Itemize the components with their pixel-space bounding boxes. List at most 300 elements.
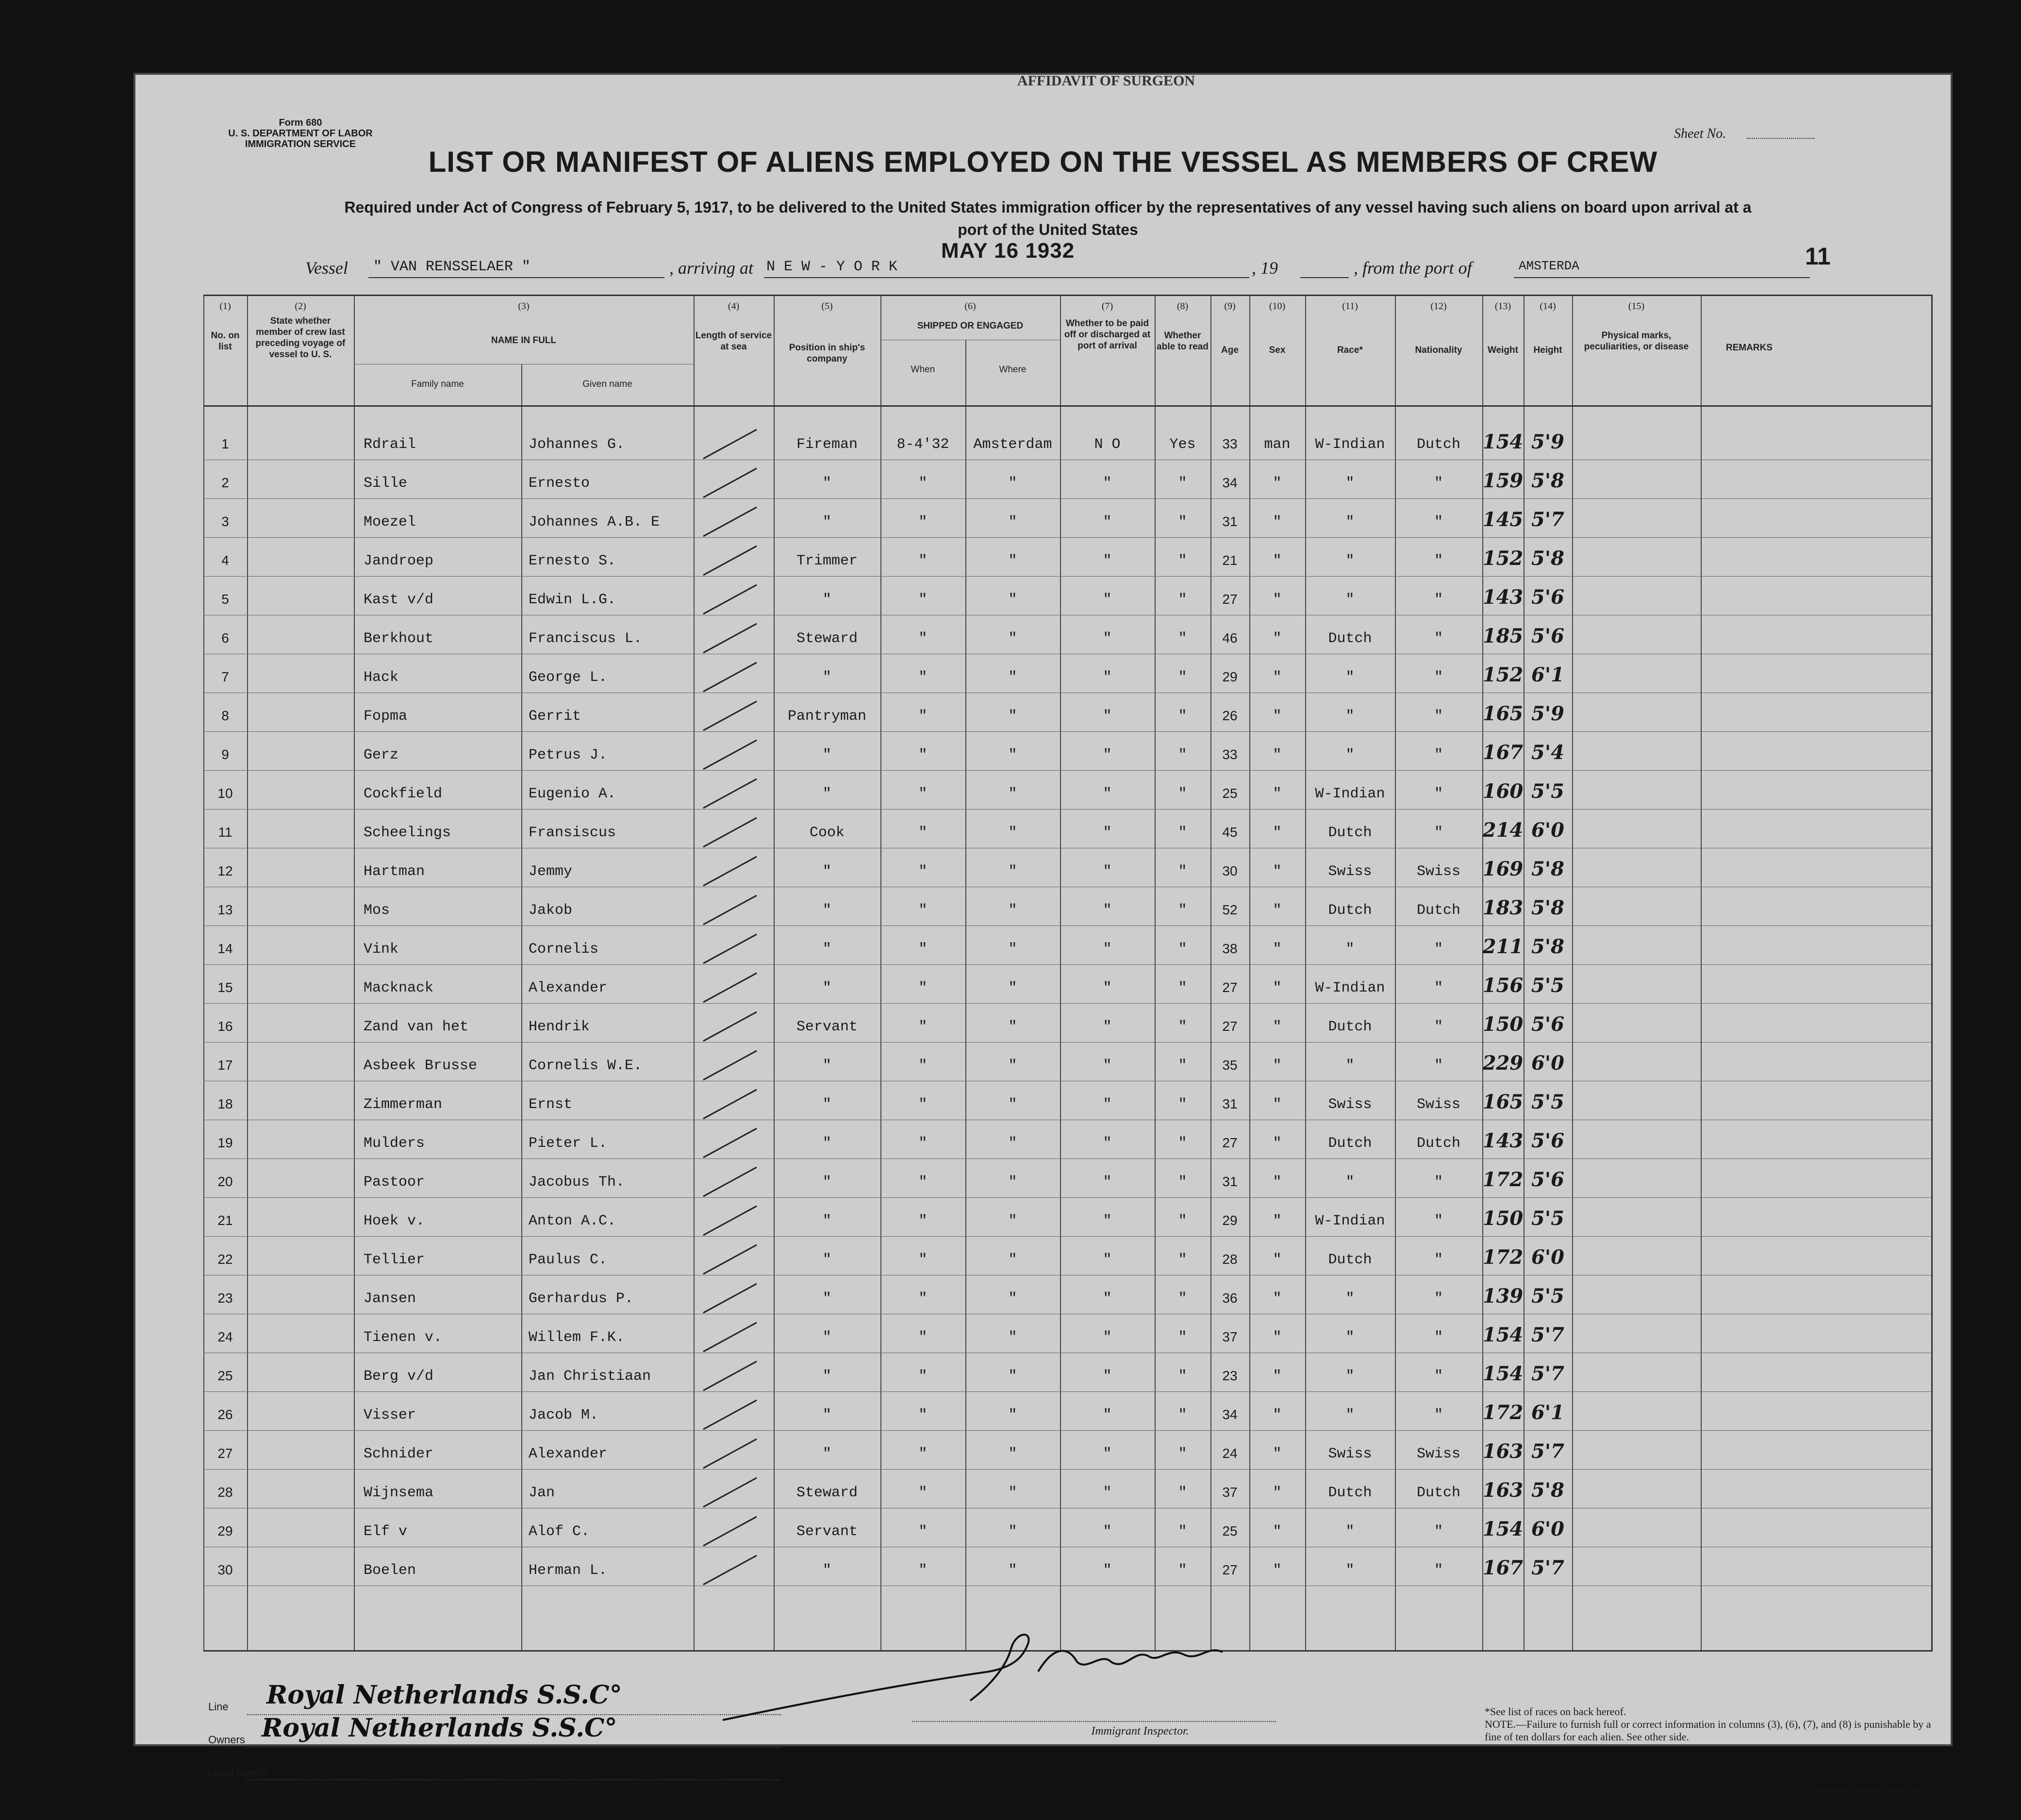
table-row	[203, 735, 1931, 774]
cell-read: Yes	[1169, 436, 1196, 453]
service-mark	[694, 891, 774, 929]
cell-weight: 143	[1482, 586, 1524, 609]
cell-no: 26	[217, 1407, 233, 1422]
cell-where: "	[1008, 980, 1017, 996]
cell-position: "	[822, 1562, 831, 1579]
cell-family: Vink	[364, 941, 399, 958]
cell-nationality: "	[1434, 475, 1443, 492]
column-number: (8)	[1176, 301, 1189, 312]
cell-height: 5'7	[1531, 1324, 1564, 1346]
cell-read: "	[1178, 1096, 1187, 1113]
cell-read: "	[1178, 863, 1187, 880]
cell-race: Dutch	[1328, 630, 1372, 647]
table-row	[203, 1279, 1931, 1318]
cell-race: "	[1345, 708, 1355, 725]
cell-when: "	[918, 1368, 928, 1385]
cell-no: 5	[221, 592, 229, 607]
agents-value: Funch Edye & C°	[339, 1744, 540, 1769]
service-mark	[694, 580, 774, 619]
table-row	[203, 502, 1931, 541]
cell-where: "	[1008, 902, 1017, 919]
cell-age: 36	[1222, 1291, 1238, 1306]
cell-age: 21	[1222, 553, 1238, 568]
cell-age: 29	[1222, 669, 1238, 684]
cell-height: 5'8	[1531, 896, 1564, 919]
table-row	[203, 929, 1931, 968]
cell-sex: "	[1273, 786, 1282, 802]
cell-nationality: Dutch	[1416, 1135, 1460, 1152]
cell-position: "	[822, 941, 831, 958]
table-row	[203, 774, 1931, 813]
cell-nationality: "	[1434, 825, 1443, 841]
footer-notes	[1485, 1705, 1931, 1743]
cell-race: "	[1345, 1368, 1355, 1385]
cell-weight: 154	[1482, 430, 1524, 453]
cell-position: Pantryman	[787, 708, 867, 725]
column-number: (9)	[1224, 301, 1236, 312]
service-mark	[694, 425, 774, 463]
cell-given: Herman L.	[529, 1562, 608, 1579]
cell-where: "	[1008, 1019, 1017, 1035]
cell-nationality: Dutch	[1416, 436, 1460, 453]
cell-when: "	[918, 475, 928, 492]
cell-nationality: "	[1434, 1019, 1443, 1035]
column-number: (3)	[518, 301, 530, 312]
cell-sex: "	[1273, 708, 1282, 725]
date-stamp: MAY 16 1932	[941, 239, 1075, 263]
cell-no: 3	[221, 514, 229, 529]
cell-read: "	[1178, 1329, 1187, 1346]
column-number: (12)	[1430, 301, 1447, 312]
cell-given: Hendrik	[529, 1019, 590, 1035]
cell-paid: "	[1103, 1135, 1112, 1152]
cell-age: 28	[1222, 1252, 1238, 1267]
cell-nationality: "	[1434, 1368, 1443, 1385]
cell-height: 5'6	[1531, 586, 1564, 609]
cell-paid: "	[1103, 1019, 1112, 1035]
cell-weight: 169	[1482, 858, 1524, 880]
cell-height: 6'1	[1531, 1401, 1564, 1424]
table-row	[203, 1357, 1931, 1395]
cell-weight: 172	[1482, 1401, 1524, 1424]
cell-age: 25	[1222, 786, 1238, 801]
cell-read: "	[1178, 1523, 1187, 1540]
cell-no: 17	[217, 1058, 233, 1073]
cell-given: Ernesto	[529, 475, 590, 492]
page-title: LIST OR MANIFEST OF ALIENS EMPLOYED ON THE VESSEL AS MEMBERS OF CREW	[428, 146, 1658, 178]
cell-given: Pieter L.	[529, 1135, 608, 1152]
cell-no: 21	[217, 1213, 233, 1228]
cell-read: "	[1178, 669, 1187, 686]
cell-age: 27	[1222, 980, 1238, 995]
column-number: (5)	[821, 301, 833, 312]
cell-race: "	[1345, 1174, 1355, 1191]
cell-paid: "	[1103, 1562, 1112, 1579]
cell-sex: "	[1273, 863, 1282, 880]
cell-race: Swiss	[1328, 1096, 1372, 1113]
cell-position: "	[822, 514, 831, 530]
cell-position: "	[822, 902, 831, 919]
column-number: (11)	[1342, 301, 1358, 312]
cell-family: Kast v/d	[364, 592, 434, 608]
cell-paid: N O	[1094, 436, 1121, 453]
service-mark	[694, 1434, 774, 1473]
header-length-of-service: Length of service at sea	[695, 331, 772, 352]
cell-nationality: "	[1434, 1523, 1443, 1540]
table-row	[203, 463, 1931, 502]
cell-position: Servant	[796, 1523, 858, 1540]
cell-family: Moezel	[364, 514, 416, 530]
cell-age: 38	[1222, 941, 1238, 956]
cell-weight: 167	[1482, 741, 1524, 764]
cell-given: Willem F.K.	[529, 1329, 625, 1346]
cell-height: 5'6	[1531, 1013, 1564, 1036]
cell-race: "	[1345, 1329, 1355, 1346]
cell-sex: "	[1273, 1291, 1282, 1307]
cell-where: "	[1008, 747, 1017, 763]
cell-given: Ernst	[529, 1096, 573, 1113]
cell-when: "	[918, 1407, 928, 1423]
cell-when: "	[918, 1058, 928, 1074]
cell-position: Servant	[796, 1019, 858, 1035]
cell-family: Rdrail	[364, 436, 416, 453]
arriving-line	[764, 277, 1249, 278]
cell-weight: 152	[1482, 663, 1524, 686]
service-mark	[694, 541, 774, 580]
cell-read: "	[1178, 1058, 1187, 1074]
cell-where: "	[1008, 1329, 1017, 1346]
cell-age: 23	[1222, 1368, 1238, 1383]
cell-family: Zand van het	[364, 1019, 469, 1035]
cell-sex: "	[1273, 941, 1282, 958]
cell-position: "	[822, 475, 831, 492]
cell-position: "	[822, 786, 831, 802]
cell-sex: "	[1273, 475, 1282, 492]
cell-weight: 167	[1482, 1556, 1524, 1579]
cell-family: Hoek v.	[364, 1213, 425, 1229]
cell-race: Dutch	[1328, 825, 1372, 841]
cell-sex: "	[1273, 1446, 1282, 1462]
cell-height: 5'5	[1531, 780, 1564, 803]
service-mark	[694, 658, 774, 696]
table-row	[203, 1240, 1931, 1279]
cell-where: "	[1008, 941, 1017, 958]
cell-family: Mulders	[364, 1135, 425, 1152]
cell-given: George L.	[529, 669, 608, 686]
table-row	[203, 1124, 1931, 1162]
cell-paid: "	[1103, 1058, 1112, 1074]
cell-when: "	[918, 863, 928, 880]
cell-paid: "	[1103, 1329, 1112, 1346]
cell-race: W-Indian	[1315, 980, 1385, 996]
table-row	[203, 1551, 1931, 1589]
column-number: (15)	[1628, 301, 1645, 312]
cell-weight: 163	[1482, 1479, 1524, 1502]
cell-sex: "	[1273, 1329, 1282, 1346]
cell-height: 6'0	[1531, 819, 1564, 842]
cell-when: "	[918, 1174, 928, 1191]
cell-no: 6	[221, 630, 229, 645]
cell-height: 5'5	[1531, 974, 1564, 997]
cell-weight: 165	[1482, 1091, 1524, 1113]
cell-race: "	[1345, 475, 1355, 492]
cell-family: Asbeek Brusse	[364, 1058, 478, 1074]
cell-where: "	[1008, 514, 1017, 530]
cell-where: "	[1008, 708, 1017, 725]
cell-age: 46	[1222, 630, 1238, 645]
cell-family: Jansen	[364, 1291, 416, 1307]
cell-position: "	[822, 1368, 831, 1385]
cell-family: Macknack	[364, 980, 434, 996]
cell-height: 5'8	[1531, 547, 1564, 570]
cell-race: Dutch	[1328, 1135, 1372, 1152]
cell-no: 29	[217, 1523, 233, 1539]
cell-height: 5'8	[1531, 469, 1564, 492]
service-mark	[694, 696, 774, 735]
cell-given: Alof C.	[529, 1523, 590, 1540]
cell-sex: "	[1273, 747, 1282, 763]
cell-given: Eugenio A.	[529, 786, 616, 802]
cell-paid: "	[1103, 592, 1112, 608]
cell-age: 34	[1222, 1407, 1238, 1422]
cell-when: "	[918, 825, 928, 841]
cell-sex: "	[1273, 825, 1282, 841]
form-line: Form 680	[279, 117, 322, 128]
cell-read: "	[1178, 980, 1187, 996]
printing-office: U. S. GOVERNMENT PRINTING OFFICE: 1930	[1795, 1788, 1921, 1795]
table-row	[203, 541, 1931, 580]
cell-height: 5'7	[1531, 508, 1564, 531]
cell-sex: "	[1273, 1174, 1282, 1191]
cell-paid: "	[1103, 1174, 1112, 1191]
cell-age: 37	[1222, 1485, 1238, 1500]
cell-weight: 172	[1482, 1246, 1524, 1269]
cell-given: Petrus J.	[529, 747, 608, 763]
table-row	[203, 1473, 1931, 1512]
cell-nationality: "	[1434, 1291, 1443, 1307]
cell-race: Swiss	[1328, 1446, 1372, 1462]
cell-age: 31	[1222, 514, 1238, 529]
cell-nationality: "	[1434, 786, 1443, 802]
cell-sex: "	[1273, 902, 1282, 919]
cell-read: "	[1178, 1213, 1187, 1229]
cell-when: "	[918, 1135, 928, 1152]
cell-race: "	[1345, 1523, 1355, 1540]
cell-family: Zimmerman	[364, 1096, 443, 1113]
cell-sex: "	[1273, 1485, 1282, 1501]
cell-read: "	[1178, 1562, 1187, 1579]
cell-paid: "	[1103, 553, 1112, 569]
from-port: AMSTERDA	[1519, 259, 1579, 273]
cell-when: "	[918, 747, 928, 763]
cell-family: Gerz	[364, 747, 399, 763]
cell-height: 6'0	[1531, 1518, 1564, 1540]
cell-age: 31	[1222, 1174, 1238, 1189]
cell-no: 9	[221, 747, 229, 762]
cell-weight: 154	[1482, 1324, 1524, 1346]
cell-sex: "	[1273, 514, 1282, 530]
cell-nationality: "	[1434, 747, 1443, 763]
cell-no: 30	[217, 1562, 233, 1577]
cell-family: Pastoor	[364, 1174, 425, 1191]
cell-race: "	[1345, 747, 1355, 763]
cell-when: "	[918, 902, 928, 919]
cell-no: 14	[217, 941, 233, 956]
cell-when: "	[918, 941, 928, 958]
cell-weight: 160	[1482, 780, 1524, 803]
cell-when: "	[918, 553, 928, 569]
header-state-whether: State whether member of crew last preceding voyage of vessel to U. S.	[255, 316, 346, 360]
header-weight: Weight	[1488, 345, 1518, 355]
table-row	[203, 1434, 1931, 1473]
cell-age: 31	[1222, 1096, 1238, 1111]
cell-where: "	[1008, 1213, 1017, 1229]
header-height: Height	[1533, 345, 1562, 355]
cell-age: 37	[1222, 1329, 1238, 1344]
cell-paid: "	[1103, 1213, 1112, 1229]
table-row	[203, 968, 1931, 1007]
cell-race: "	[1345, 553, 1355, 569]
table-row	[203, 1162, 1931, 1201]
cell-sex: "	[1273, 1523, 1282, 1540]
cell-nationality: "	[1434, 1407, 1443, 1423]
cell-given: Gerhardus P.	[529, 1291, 634, 1307]
cell-race: "	[1345, 1562, 1355, 1579]
cell-where: "	[1008, 1446, 1017, 1462]
service-mark	[694, 1201, 774, 1240]
cell-race: "	[1345, 1291, 1355, 1307]
service-mark	[694, 1473, 774, 1512]
cell-nationality: "	[1434, 941, 1443, 958]
cell-no: 1	[221, 436, 229, 451]
cell-sex: "	[1273, 980, 1282, 996]
cell-weight: 145	[1482, 508, 1524, 531]
service-mark	[694, 1085, 774, 1124]
cell-nationality: "	[1434, 1058, 1443, 1074]
cell-given: Fransiscus	[529, 825, 616, 841]
service-mark	[694, 968, 774, 1007]
cell-when: "	[918, 514, 928, 530]
cell-sex: "	[1273, 592, 1282, 608]
cell-position: Trimmer	[796, 553, 858, 569]
inspector-line	[912, 1721, 1276, 1722]
cell-where: Amsterdam	[973, 436, 1052, 453]
cell-position: "	[822, 1135, 831, 1152]
cell-height: 6'1	[1531, 663, 1564, 686]
table-row	[203, 1085, 1931, 1124]
cell-sex: "	[1273, 1135, 1282, 1152]
cell-family: Wijnsema	[364, 1485, 434, 1501]
agents-label: Local Agents	[208, 1766, 269, 1778]
cell-age: 52	[1222, 902, 1238, 917]
cell-where: "	[1008, 592, 1017, 608]
cell-family: Berkhout	[364, 630, 434, 647]
column-number: (7)	[1101, 301, 1113, 312]
cell-where: "	[1008, 1407, 1017, 1423]
cell-height: 5'7	[1531, 1362, 1564, 1385]
cell-read: "	[1178, 1291, 1187, 1307]
cell-when: "	[918, 1485, 928, 1501]
inspector-signature	[718, 1628, 1349, 1725]
cell-nationality: "	[1434, 514, 1443, 530]
cell-when: "	[918, 1446, 928, 1462]
cell-position: Cook	[809, 825, 845, 841]
header-name-in-full: NAME IN FULL	[491, 335, 557, 346]
service-mark	[694, 1046, 774, 1085]
year-label: , 19	[1252, 258, 1278, 278]
cell-weight: 172	[1482, 1168, 1524, 1191]
cell-paid: "	[1103, 1368, 1112, 1385]
cell-where: "	[1008, 1523, 1017, 1540]
line-label: Line	[208, 1701, 229, 1713]
header-remarks: REMARKS	[1725, 343, 1773, 353]
cell-paid: "	[1103, 475, 1112, 492]
service-mark	[694, 929, 774, 968]
cell-when: "	[918, 1096, 928, 1113]
cell-given: Gerrit	[529, 708, 581, 725]
cell-paid: "	[1103, 708, 1112, 725]
header-sex: Sex	[1269, 345, 1286, 355]
cell-paid: "	[1103, 1523, 1112, 1540]
cell-family: Cockfield	[364, 786, 443, 802]
cell-read: "	[1178, 1252, 1187, 1268]
sheet-no-label: Sheet No.	[1674, 126, 1726, 141]
cell-height: 5'5	[1531, 1091, 1564, 1113]
table-row	[203, 658, 1931, 696]
cell-sex: "	[1273, 1019, 1282, 1035]
service-mark	[694, 619, 774, 658]
cell-nationality: "	[1434, 1562, 1443, 1579]
cell-weight: 152	[1482, 547, 1524, 570]
cell-when: "	[918, 1329, 928, 1346]
cell-when: "	[918, 980, 928, 996]
service-mark	[694, 1357, 774, 1395]
cell-paid: "	[1103, 786, 1112, 802]
cell-nationality: "	[1434, 1213, 1443, 1229]
cell-no: 13	[217, 902, 233, 917]
cell-sex: "	[1273, 1368, 1282, 1385]
header-family-name: Family name	[411, 379, 464, 389]
cell-nationality: "	[1434, 592, 1443, 608]
column-number: (4)	[728, 301, 740, 312]
cell-when: "	[918, 1562, 928, 1579]
cell-position: "	[822, 1213, 831, 1229]
cell-paid: "	[1103, 825, 1112, 841]
cell-position: "	[822, 863, 831, 880]
sheet-no-line	[1747, 138, 1815, 139]
cell-paid: "	[1103, 1407, 1112, 1423]
cell-paid: "	[1103, 1485, 1112, 1501]
table-row	[203, 619, 1931, 658]
cell-paid: "	[1103, 1096, 1112, 1113]
table-row	[203, 1395, 1931, 1434]
cell-no: 23	[217, 1291, 233, 1306]
header-shipped-engaged: SHIPPED OR ENGAGED	[917, 321, 1024, 331]
cell-where: "	[1008, 863, 1017, 880]
cell-height: 6'0	[1531, 1246, 1564, 1269]
cell-race: "	[1345, 941, 1355, 958]
cell-nationality: "	[1434, 980, 1443, 996]
table-row	[203, 580, 1931, 619]
cell-read: "	[1178, 825, 1187, 841]
cell-family: Elf v	[364, 1523, 408, 1540]
owners-value: Royal Netherlands S.S.C°	[262, 1713, 617, 1743]
cell-given: Jacobus Th.	[529, 1174, 625, 1191]
cell-paid: "	[1103, 747, 1112, 763]
service-mark	[694, 1512, 774, 1551]
cell-weight: 156	[1482, 974, 1524, 997]
cell-given: Johannes A.B. E	[529, 514, 660, 530]
